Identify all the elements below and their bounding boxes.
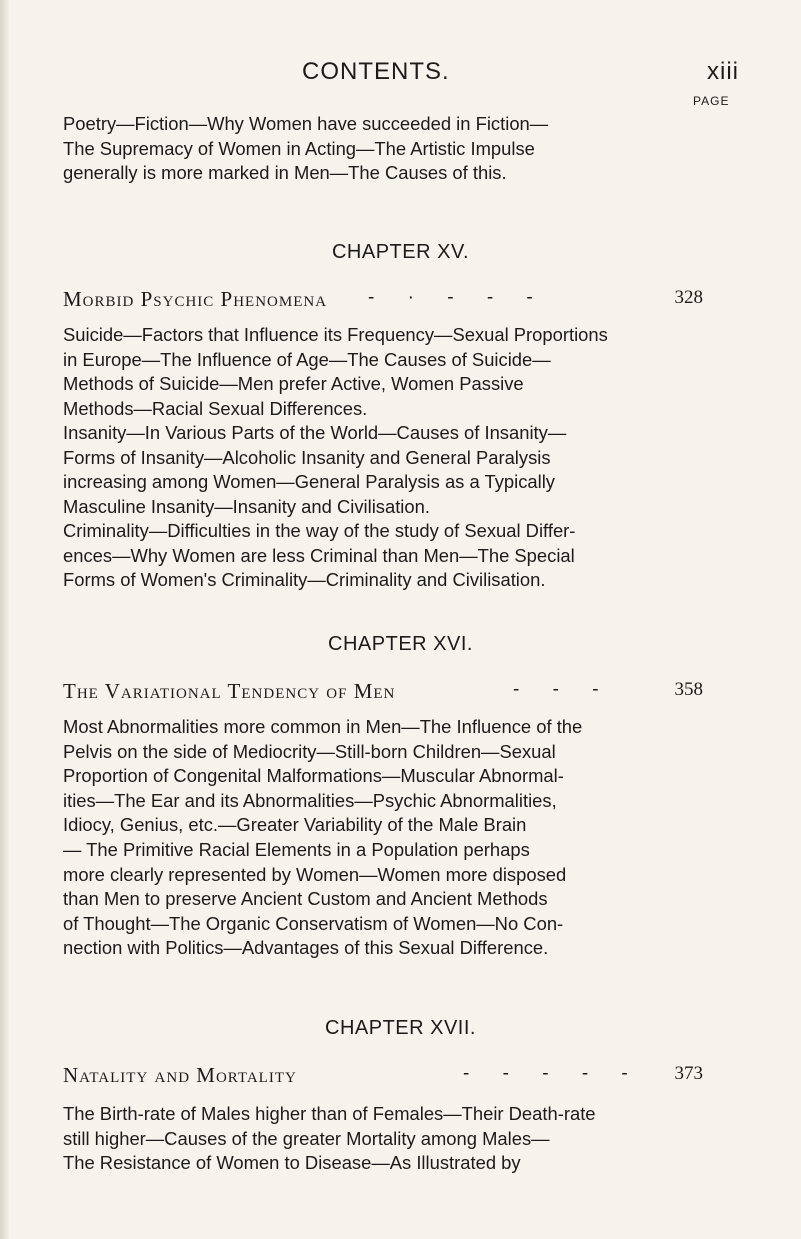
synopsis-line: Methods—Racial Sexual Differences.: [63, 397, 368, 419]
dot-leader: - · - - -: [368, 287, 547, 308]
chapter-title: Morbid Psychic Phenomena: [63, 287, 328, 311]
chapter-heading: CHAPTER XV.: [331, 241, 470, 263]
synopsis-line: The Birth-rate of Males higher than of Females—Their Death-rate: [63, 1103, 596, 1124]
synopsis-line: more clearly represented by Women—Women more disposed: [63, 863, 567, 885]
dot-leader: - - - - -: [463, 1063, 642, 1084]
synopsis-line: increasing among Women—General Paralysis as a Typically: [63, 471, 556, 493]
chapter-title: Natality and Mortality: [63, 1063, 297, 1087]
synopsis-line: The Resistance of Women to Disease—As Illustrated by: [63, 1152, 521, 1174]
synopsis-line: Masculine Insanity—Insanity and Civilisation.: [63, 495, 430, 517]
synopsis-line: ities—The Ear and its Abnormalities—Psychic Abnormalities,: [63, 789, 557, 811]
chapter-title-row: [63, 287, 703, 313]
synopsis-line: — The Primitive Racial Elements in a Population perhaps: [63, 838, 530, 860]
intro-paragraph: [63, 112, 703, 186]
synopsis-line: Forms of Women's Criminality—Criminality and Civilisation.: [63, 569, 546, 591]
synopsis-line: Pelvis on the side of Mediocrity—Still-born Children—Sexual: [63, 740, 556, 762]
chapter-page-number: 328: [674, 287, 703, 308]
chapter-page-number: 373: [674, 1063, 703, 1084]
synopsis-line: of Thought—The Organic Conservatism of Women—No Con-: [63, 912, 564, 934]
synopsis-paragraph: [63, 519, 728, 593]
synopsis-line: Idiocy, Genius, etc.—Greater Variability of the Male Brain: [63, 814, 527, 836]
synopsis-paragraph: [63, 421, 728, 519]
synopsis-paragraph: [63, 1102, 728, 1176]
chapter-heading: CHAPTER XVI.: [328, 633, 473, 655]
synopsis-line: Forms of Insanity—Alcoholic Insanity and General Paralysis: [63, 446, 551, 468]
synopsis-line: Methods of Suicide—Men prefer Active, Women Passive: [63, 373, 524, 395]
synopsis-line: in Europe—The Influence of Age—The Causes of Suicide—: [63, 348, 551, 370]
dot-leader: - - -: [513, 679, 613, 700]
synopsis-line: than Men to preserve Ancient Custom and Ancient Methods: [63, 888, 548, 910]
synopsis-line: Insanity—In Various Parts of the World—Causes of Insanity—: [63, 422, 567, 443]
intro-line: generally is more marked in Men—The Causes of this.: [63, 162, 507, 184]
running-head-title: CONTENTS.: [302, 58, 450, 85]
page-column-label: PAGE: [693, 94, 730, 108]
chapter-title-row: [63, 679, 703, 705]
page-folio: xiii: [707, 58, 739, 85]
intro-line: The Supremacy of Women in Acting—The Artistic Impulse: [63, 137, 535, 159]
chapter-title-row: [63, 1063, 703, 1089]
synopsis-line: nection with Politics—Advantages of this Sexual Difference.: [63, 937, 549, 959]
synopsis-line: Most Abnormalities more common in Men—The Influence of the: [63, 716, 583, 737]
synopsis-line: ences—Why Women are less Criminal than Men—The Special: [63, 544, 575, 566]
synopsis-line: still higher—Causes of the greater Mortality among Males—: [63, 1127, 550, 1149]
synopsis-line: Suicide—Factors that Influence its Frequency—Sexual Proportions: [63, 324, 608, 345]
synopsis-line: Criminality—Difficulties in the way of the study of Sexual Differ-: [63, 520, 576, 541]
synopsis-line: Proportion of Congenital Malformations—Muscular Abnormal-: [63, 765, 564, 787]
running-head: [0, 58, 801, 88]
synopsis-paragraph: [63, 715, 728, 961]
synopsis-paragraph: [63, 323, 728, 421]
chapter-page-number: 358: [674, 679, 703, 700]
intro-line: Poetry—Fiction—Why Women have succeeded in Fiction—: [63, 113, 549, 134]
chapter-title: The Variational Tendency of Men: [63, 679, 396, 703]
chapter-heading: CHAPTER XVII.: [325, 1017, 476, 1039]
